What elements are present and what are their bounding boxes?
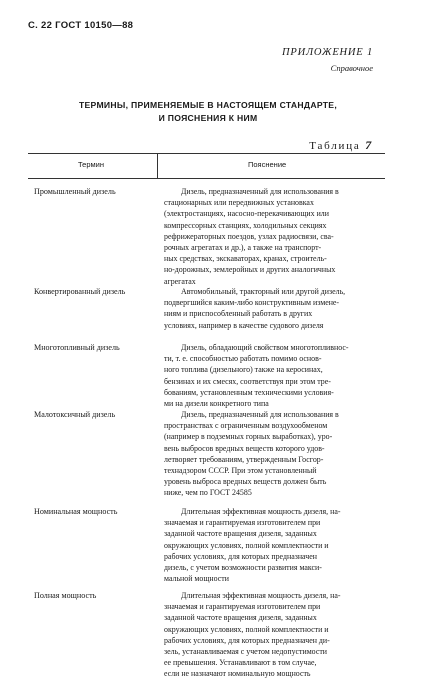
explanation-line: окружающих условиях, полной комплектности и (164, 540, 329, 550)
table-header-rule (28, 178, 385, 179)
explanation-line: подвергшийся каким-либо конструктивным измене- (164, 298, 340, 308)
term-cell: Номинальная мощность (34, 507, 118, 516)
explanation-line: Дизель, обладающий свойством многотопливнос- (181, 343, 349, 352)
explanation-line: ниям и приспособленный работать в других (164, 309, 313, 319)
explanation-line: рабочих условиях, для которых предназначен (164, 551, 317, 561)
explanation-line: Дизель, предназначенный для использования в (181, 187, 339, 196)
explanation-line: рефрижераторных поездов, узлах радиосвязи, сва- (164, 231, 334, 241)
term-cell: Многотопливный дизель (34, 343, 120, 352)
table-label-text: Таблица (309, 140, 361, 152)
table-number: 7 (365, 138, 373, 152)
title-line-2: И ПОЯСНЕНИЯ К НИМ (158, 113, 258, 123)
term-cell: Конвертированный дизель (34, 287, 126, 296)
explanation-cell (164, 342, 385, 409)
explanation-line: вень выбросов вредных веществ которого удов- (164, 443, 325, 453)
explanation-line: окружающих условиях, полной комплектности и (164, 624, 329, 634)
column-header-term: Термин (78, 160, 104, 169)
explanation-line: компрессорных станциях, холодильных секциях (164, 220, 327, 230)
explanation-line: зель, устанавливаемая с учетом недопустимости (164, 647, 327, 657)
table-top-rule (28, 153, 385, 154)
explanation-line: летворяет требованиям, утвержденным Госгор- (164, 454, 324, 464)
explanation-cell (164, 506, 385, 584)
term-cell: Малотоксичный дизель (34, 410, 116, 419)
term-cell: Промышленный дизель (34, 187, 116, 196)
explanation-line: ти, т. е. способностью работать помимо основ- (164, 354, 322, 364)
explanation-line: мальной мощности (164, 574, 229, 584)
explanation-line: Длительная эффективная мощность дизеля, на- (181, 507, 341, 516)
appendix-title: ПРИЛОЖЕНИЕ 1 (282, 47, 373, 58)
document-title (28, 99, 388, 125)
header-column-divider (157, 153, 158, 178)
explanation-line: дизель, с учетом возможности развития макси- (164, 563, 322, 573)
explanation-line: бензинах и их смесях, соответствуя при этом тре- (164, 376, 331, 386)
explanation-cell (164, 590, 385, 680)
explanation-line: пространствах с ограниченным воздухообменом (164, 421, 328, 431)
explanation-cell (164, 286, 385, 331)
explanation-line: заданной частоте вращения дизеля, заданных (164, 613, 317, 623)
explanation-line: но-дорожных, землеройных и других аналогичных (164, 265, 336, 275)
term-cell: Полная мощность (34, 591, 97, 600)
explanation-line: агрегатах (164, 276, 196, 286)
explanation-line: ных средствах, экскаваторах, кранах, строитель- (164, 254, 327, 264)
explanation-line: бованиям, установленным техническими условия- (164, 387, 334, 397)
table-label (309, 138, 373, 153)
explanation-line: ми на дизели конкретного типа (164, 399, 269, 409)
explanation-line: ниже, чем по ГОСТ 24585 (164, 488, 252, 498)
explanation-line: стационарных или передвижных установках (164, 198, 314, 208)
explanation-line: значаемая и гарантируемая изготовителем при (164, 602, 321, 612)
title-line-1: ТЕРМИНЫ, ПРИМЕНЯЕМЫЕ В НАСТОЯЩЕМ СТАНДАРТЕ, (78, 100, 338, 110)
explanation-line: значаемая и гарантируемая изготовителем при (164, 518, 321, 528)
explanation-line: Дизель, предназначенный для использования в (181, 410, 339, 419)
column-header-explanation: Пояснение (248, 160, 287, 169)
appendix-subtitle: Справочное (330, 63, 373, 73)
explanation-line: Длительная эффективная мощность дизеля, на- (181, 591, 341, 600)
explanation-line: (электростанциях, насосно-перекачивающих или (164, 209, 329, 219)
explanation-line: ного топлива (дизельного) также на керосинах, (164, 365, 323, 375)
explanation-line: если не назначают номинальную мощность (164, 669, 311, 679)
explanation-line: Автомобильный, тракторный или другой дизель, (181, 287, 346, 296)
appendix-block (282, 47, 373, 73)
explanation-line: (например в подземных горных выработках), уро- (164, 432, 333, 442)
explanation-line: условиях, например в качестве судового дизеля (164, 320, 324, 330)
explanation-line: рочных агрегатах и др.), а также на транспорт- (164, 243, 322, 253)
explanation-cell (164, 409, 385, 499)
explanation-line: уровень выброса вредных веществ должен быть (164, 477, 327, 487)
explanation-line: ее превышения. Устанавливают в том случае, (164, 658, 317, 668)
explanation-line: технадзором СССР. При этом установленный (164, 466, 317, 476)
explanation-line: заданной частоте вращения дизеля, заданных (164, 529, 317, 539)
explanation-line: рабочих условиях, для которых предназначен ди- (164, 635, 330, 645)
explanation-cell (164, 186, 385, 287)
page-header: С. 22 ГОСТ 10150—88 (28, 20, 134, 31)
